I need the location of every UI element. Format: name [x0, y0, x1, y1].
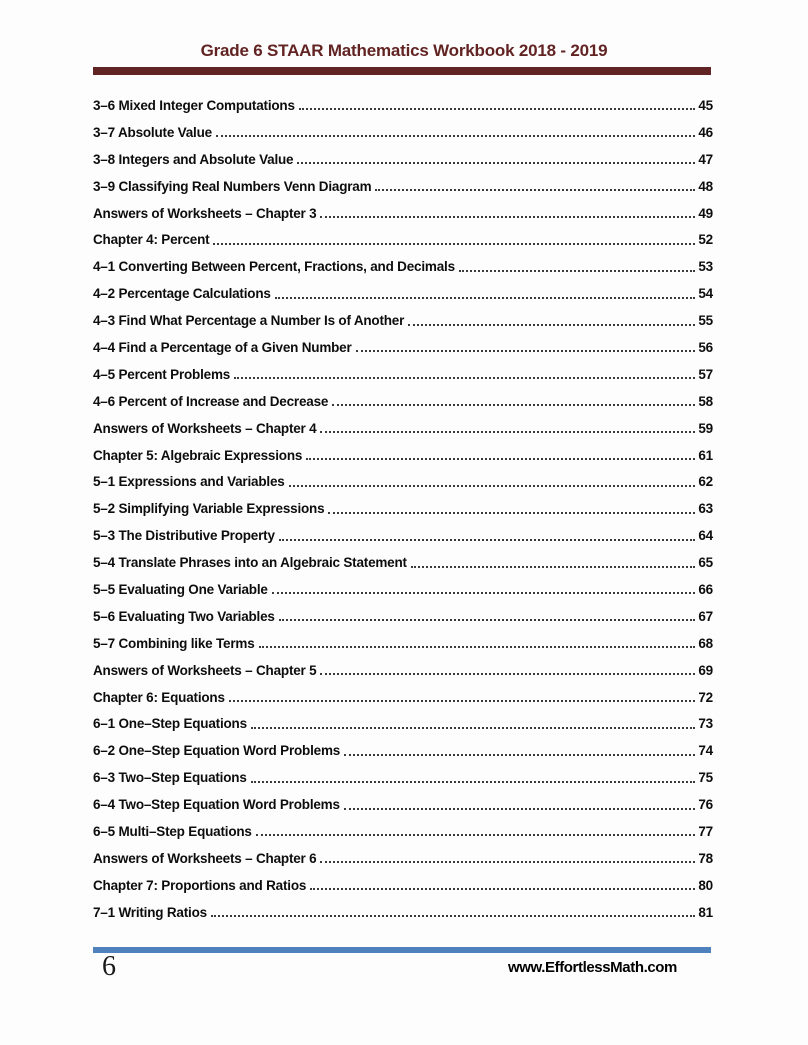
toc-entry: [93, 253, 713, 280]
toc-entry: [93, 495, 713, 522]
toc-entry-page: 67: [698, 608, 713, 624]
toc-entry-page: 48: [698, 178, 713, 194]
toc-entry-page: 75: [698, 770, 713, 786]
toc-entry-page: 45: [698, 97, 713, 113]
toc-leader-dots: [256, 834, 696, 836]
toc-entry-label: 6–1 One–Step Equations: [93, 716, 247, 732]
toc-leader-dots: [229, 700, 696, 702]
toc-entry: [93, 872, 713, 899]
toc-entry: [93, 576, 713, 603]
toc-entry-page: 52: [698, 232, 713, 248]
toc-entry-label: 4–5 Percent Problems: [93, 366, 231, 382]
toc-entry-page: 74: [698, 743, 713, 759]
toc-entry-page: 64: [698, 528, 713, 544]
toc-entry-label: Chapter 7: Proportions and Ratios: [93, 877, 307, 893]
toc-entry-page: 68: [698, 635, 713, 651]
toc-entry: [93, 307, 713, 334]
toc-entry: [93, 119, 713, 146]
toc-entry-label: 4–4 Find a Percentage of a Given Number: [93, 339, 352, 355]
toc-leader-dots: [320, 861, 695, 863]
toc-entry: [93, 737, 713, 764]
toc-entry-page: 56: [698, 339, 713, 355]
toc-entry: [93, 415, 713, 442]
toc-entry-page: 66: [698, 581, 713, 597]
toc-entry-page: 47: [698, 151, 713, 167]
toc-leader-dots: [310, 888, 695, 890]
toc-leader-dots: [356, 350, 696, 352]
toc-leader-dots: [344, 754, 695, 756]
toc-entry-label: 4–2 Percentage Calculations: [93, 286, 271, 302]
toc-entry-label: 3–7 Absolute Value: [93, 124, 212, 140]
toc-leader-dots: [216, 135, 695, 137]
toc-list: [93, 92, 713, 926]
toc-leader-dots: [411, 566, 696, 568]
toc-entry: [93, 791, 713, 818]
toc-leader-dots: [211, 915, 695, 917]
toc-leader-dots: [297, 162, 695, 164]
toc-leader-dots: [344, 808, 696, 810]
toc-entry: [93, 899, 713, 926]
toc-entry-page: 57: [698, 366, 713, 382]
toc-entry: [93, 388, 713, 415]
toc-entry-label: 4–6 Percent of Increase and Decrease: [93, 393, 329, 409]
toc-entry-page: 72: [698, 689, 713, 705]
toc-entry-label: Answers of Worksheets – Chapter 5: [93, 662, 317, 678]
toc-entry: [93, 764, 713, 791]
toc-entry-page: 46: [698, 124, 713, 140]
toc-leader-dots: [234, 377, 695, 379]
toc-entry: [93, 442, 713, 469]
toc-entry-page: 49: [698, 205, 713, 221]
toc-entry-label: 5–5 Evaluating One Variable: [93, 581, 268, 597]
toc-entry: [93, 200, 713, 227]
toc-entry: [93, 226, 713, 253]
toc-entry-page: 77: [698, 823, 713, 839]
toc-entry-page: 54: [698, 286, 713, 302]
footer-website-link: www.EffortlessMath.com: [507, 959, 677, 976]
toc-entry-page: 62: [698, 474, 713, 490]
toc-entry-page: 78: [698, 850, 713, 866]
toc-entry: [93, 173, 713, 200]
toc-entry-page: 80: [698, 877, 713, 893]
toc-entry-label: 4–3 Find What Percentage a Number Is of Another: [93, 313, 405, 329]
toc-entry-label: 7–1 Writing Ratios: [93, 904, 207, 920]
toc-entry-label: 6–4 Two–Step Equation Word Problems: [93, 797, 340, 813]
toc-entry-label: Answers of Worksheets – Chapter 4: [93, 420, 317, 436]
toc-entry-page: 63: [698, 501, 713, 517]
toc-entry-label: 5–2 Simplifying Variable Expressions: [93, 501, 325, 517]
toc-entry: [93, 684, 713, 711]
header-divider-bar: [93, 67, 711, 75]
toc-leader-dots: [279, 539, 696, 541]
toc-leader-dots: [213, 243, 695, 245]
toc-entry-label: 5–1 Expressions and Variables: [93, 474, 285, 490]
toc-entry-label: Answers of Worksheets – Chapter 3: [93, 205, 317, 221]
toc-leader-dots: [251, 727, 695, 729]
toc-entry: [93, 710, 713, 737]
toc-entry: [93, 280, 713, 307]
toc-leader-dots: [320, 216, 695, 218]
toc-entry: [93, 361, 713, 388]
toc-entry-page: 59: [698, 420, 713, 436]
toc-entry-label: 6–5 Multi–Step Equations: [93, 823, 252, 839]
toc-entry-page: 61: [698, 447, 713, 463]
toc-leader-dots: [328, 512, 695, 514]
toc-entry-page: 58: [698, 393, 713, 409]
toc-entry: [93, 603, 713, 630]
toc-entry-page: 69: [698, 662, 713, 678]
toc-entry-label: 3–6 Mixed Integer Computations: [93, 97, 295, 113]
toc-entry: [93, 92, 713, 119]
toc-entry-label: 4–1 Converting Between Percent, Fractions, and Decimals: [93, 259, 455, 275]
toc-entry-label: Answers of Worksheets – Chapter 6: [93, 850, 317, 866]
toc-entry-label: Chapter 4: Percent: [93, 232, 210, 248]
page-header-title: Grade 6 STAAR Mathematics Workbook 2018 - 2019: [200, 41, 608, 60]
toc-leader-dots: [275, 297, 696, 299]
toc-entry: [93, 818, 713, 845]
toc-entry-label: 5–3 The Distributive Property: [93, 528, 275, 544]
footer-divider-bar: [93, 947, 711, 953]
footer-page-number: 6: [102, 951, 116, 982]
toc-entry-page: 73: [698, 716, 713, 732]
toc-leader-dots: [272, 592, 696, 594]
toc-entry-page: 81: [698, 904, 713, 920]
toc-entry-page: 55: [698, 313, 713, 329]
toc-leader-dots: [408, 324, 695, 326]
toc-entry-label: Chapter 5: Algebraic Expressions: [93, 447, 303, 463]
toc-entry: [93, 630, 713, 657]
toc-entry-page: 65: [698, 555, 713, 571]
toc-leader-dots: [259, 646, 696, 648]
toc-entry-label: 6–3 Two–Step Equations: [93, 770, 247, 786]
toc-leader-dots: [289, 485, 696, 487]
toc-leader-dots: [459, 270, 696, 272]
toc-leader-dots: [320, 431, 695, 433]
toc-entry-label: 6–2 One–Step Equation Word Problems: [93, 743, 341, 759]
toc-entry-label: Chapter 6: Equations: [93, 689, 225, 705]
toc-entry-label: 3–8 Integers and Absolute Value: [93, 151, 294, 167]
toc-leader-dots: [332, 404, 695, 406]
toc-entry-label: 5–4 Translate Phrases into an Algebraic Statement: [93, 555, 407, 571]
toc-entry-page: 53: [698, 259, 713, 275]
toc-entry: [93, 657, 713, 684]
toc-leader-dots: [251, 781, 696, 783]
toc-entry: [93, 468, 713, 495]
toc-leader-dots: [299, 108, 696, 110]
toc-entry-label: 5–7 Combining like Terms: [93, 635, 255, 651]
toc-leader-dots: [375, 189, 695, 191]
toc-entry: [93, 549, 713, 576]
toc-leader-dots: [320, 673, 695, 675]
toc-entry-label: 5–6 Evaluating Two Variables: [93, 608, 275, 624]
toc-entry: [93, 146, 713, 173]
toc-entry: [93, 522, 713, 549]
toc-entry-page: 76: [698, 797, 713, 813]
toc-entry: [93, 845, 713, 872]
toc-leader-dots: [306, 458, 695, 460]
toc-entry: [93, 334, 713, 361]
toc-leader-dots: [279, 619, 696, 621]
toc-entry-label: 3–9 Classifying Real Numbers Venn Diagram: [93, 178, 372, 194]
